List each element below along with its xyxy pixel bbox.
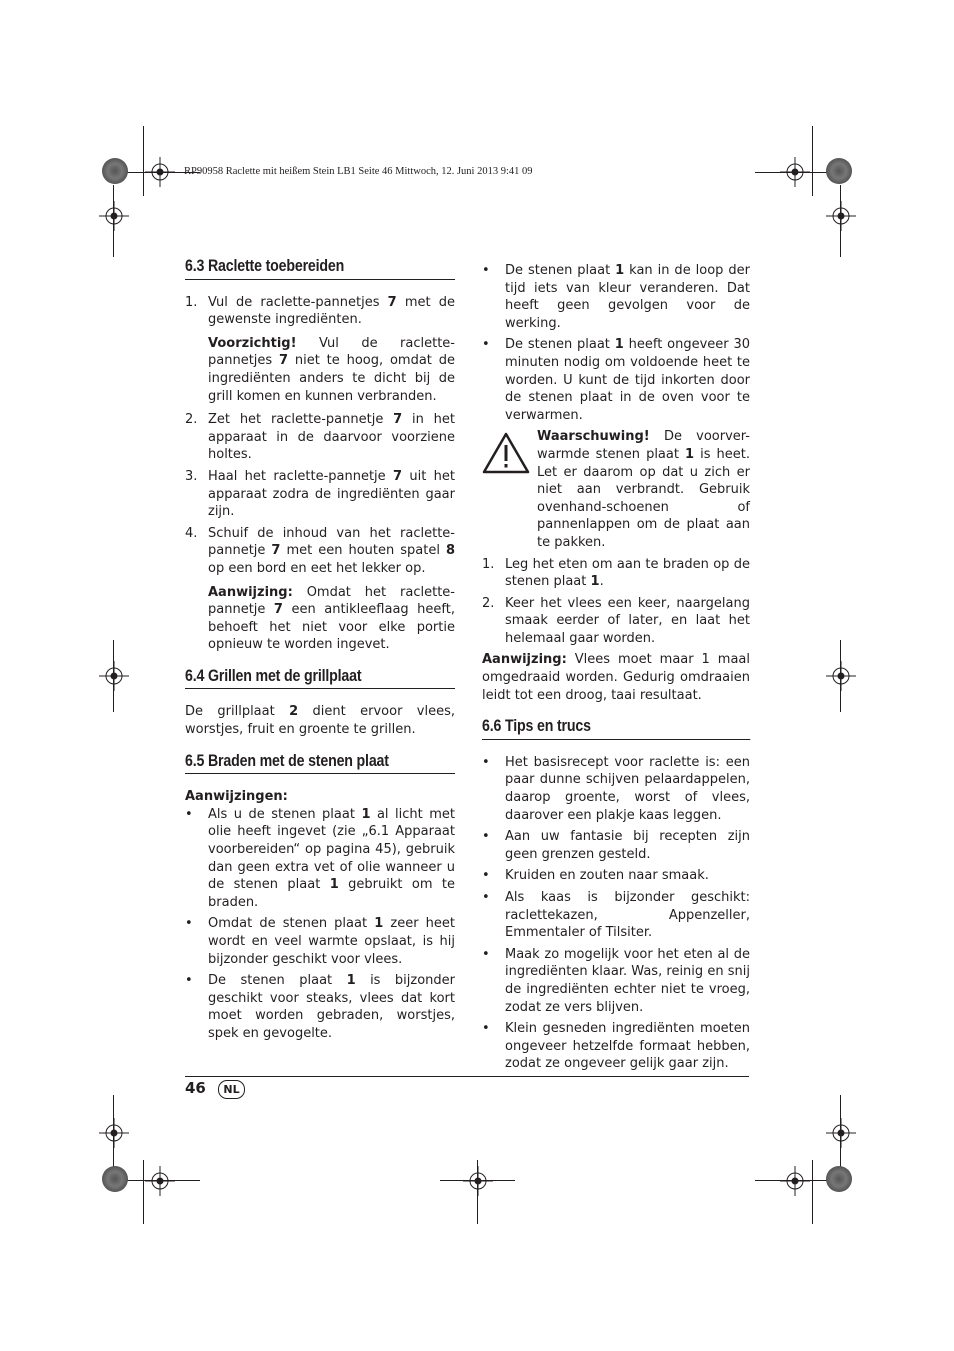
bullet-list xyxy=(482,262,750,424)
list-item: 2. Zet het raclette-pannetje 7 in het apparaat in de daarvoor voorziene holtes. xyxy=(185,412,456,463)
registration-mark-icon xyxy=(826,1118,856,1148)
list-item: 2. Keer het vlees een keer, naargelang smaak eerder of later, en laat het helemaal gaar worden. xyxy=(482,595,750,646)
registration-mark-icon xyxy=(463,1166,493,1196)
bullet-list xyxy=(185,806,455,1043)
registration-mark-icon xyxy=(99,201,129,231)
list-item: 3. Haal het raclette-pannetje 7 uit het apparaat zodra de ingrediënten gaar zijn. xyxy=(185,468,455,520)
left-column xyxy=(185,258,455,1057)
registration-mark-icon xyxy=(99,1118,129,1148)
paragraph: De grillplaat 2 dient ervoor vlees, worstjes, fruit en groente te grillen. xyxy=(185,704,455,738)
list-item: 1. Vul de raclette-pannetjes 7 met de gewenste ingrediënten. Voorzichtig! Vul de raclette-pannetjes 7 niet te hoog, omdat de ingrediënten anders te dicht bij de grill komen en kunnen verbranden. xyxy=(185,294,455,404)
color-target-icon xyxy=(826,158,852,184)
hint-note: Aanwijzing: Omdat het raclette-pannetje 7 een antikleeflaag heeft, behoeft het niet voor elke portie opnieuw te worden ingevet. xyxy=(208,584,455,653)
list-item: • Omdat de stenen plaat 1 zeer heet wordt en veel warmte opslaat, is hij bijzonder geschikt voor vlees. xyxy=(185,916,455,967)
list-item: • Maak zo mogelijk voor het eten al de ingrediënten klaar. Was, reinig en snij de ingrediënten echter niet te vroeg, zodat ze vers blijven. xyxy=(482,946,750,1015)
warning-text: Waarschuwing! De voorver-warmde stenen plaat 1 is heet. Let er daarom op dat u zich er niet aan verbrandt. Gebruik ovenhand-schoenen of pannenlappen om de plaat aan te pakken. xyxy=(537,429,751,550)
section-title: 6.5 Braden met de stenen plaat xyxy=(185,753,455,775)
list-item: • Het basisrecept voor raclette is: een paar dunne schijven pelaardappelen, daarop groente, worst of vlees, daarover een plakje kaas leggen. xyxy=(482,754,750,823)
list-item: • De stenen plaat 1 heeft ongeveer 30 minuten nodig om voldoende heet te worden. U kunt de tijd inkorten door de stenen plaat in de oven voor te verwarmen. xyxy=(482,337,750,423)
steps-list xyxy=(482,556,750,648)
section-6-4 xyxy=(185,668,455,739)
list-item: 1. Leg het eten om aan te braden op de stenen plaat 1. xyxy=(482,556,750,590)
registration-mark-icon xyxy=(145,157,175,187)
registration-mark-icon xyxy=(145,1166,175,1196)
list-item: • Als kaas is bijzonder geschikt: raclettekazen, Appenzeller, Emmentaler of Tilsiter. xyxy=(482,890,750,941)
tips-list xyxy=(482,754,750,1073)
section-6-3 xyxy=(185,258,455,654)
registration-mark-icon xyxy=(99,661,129,691)
list-item: • De stenen plaat 1 kan in de loop der tijd iets van kleur veranderen. Dat heeft geen gevolgen voor de werking. xyxy=(482,263,750,331)
list-item: • Aan uw fantasie bij recepten zijn geen grenzen gesteld. xyxy=(482,829,750,862)
color-target-icon xyxy=(826,1166,852,1192)
print-header: RP90958 Raclette mit heißem Stein LB1 Seite 46 Mittwoch, 12. Juni 2013 9:41 09 xyxy=(184,166,533,177)
page-number: 46 xyxy=(185,1079,206,1097)
list-item: 4. Schuif de inhoud van het raclette-pannetje 7 met een houten spatel 8 op een bord en eet het lekker op. Aanwijzing: Omdat het raclette-pannetje 7 een antikleeflaag heeft, behoeft het niet voor elke portie opnieuw te worden ingevet. xyxy=(185,525,455,653)
color-target-icon xyxy=(102,1166,128,1192)
list-item: • De stenen plaat 1 is bijzonder geschikt voor steaks, vlees dat kort moet worden gebraden, worstjes, spek en gevogelte. xyxy=(185,973,455,1041)
hint-note: Aanwijzing: Vlees moet maar 1 maal omgedraaid worden. Gedurig omdraaien leidt tot een droog, taai resultaat. xyxy=(482,652,750,703)
registration-mark-icon xyxy=(826,661,856,691)
list-item: • Als u de stenen plaat 1 al licht met olie heeft ingevet (zie „6.1 Apparaat voorbereiden“ op pagina 45), gebruik dan geen extra vet of olie wanneer u de stenen plaat 1 gebruikt om te braden. xyxy=(185,806,455,910)
warning-icon xyxy=(482,428,537,551)
list-item: • Kruiden en zouten naar smaak. xyxy=(482,868,709,884)
color-target-icon xyxy=(102,158,128,184)
section-6-6 xyxy=(482,718,750,1073)
section-6-5 xyxy=(185,753,455,1043)
language-badge: NL xyxy=(218,1080,245,1099)
subheading: Aanwijzingen: xyxy=(185,789,288,805)
right-column xyxy=(482,262,750,1087)
list-item: • Klein gesneden ingrediënten moeten ongeveer hetzelfde formaat hebben, zodat ze ongeveer gelijk gaar zijn. xyxy=(482,1021,750,1072)
caution-note: Voorzichtig! Vul de raclette-pannetjes 7 niet te hoog, omdat de ingrediënten anders te dicht bij de grill komen en kunnen verbranden. xyxy=(208,335,455,404)
section-title: 6.6 Tips en trucs xyxy=(482,718,750,740)
warning-box xyxy=(482,428,750,551)
footer-rule xyxy=(185,1076,749,1077)
registration-mark-icon xyxy=(780,157,810,187)
section-title: 6.3 Raclette toebereiden xyxy=(185,258,455,280)
registration-mark-icon xyxy=(826,201,856,231)
steps-list xyxy=(185,294,455,654)
section-title: 6.4 Grillen met de grillplaat xyxy=(185,668,455,690)
registration-mark-icon xyxy=(780,1166,810,1196)
